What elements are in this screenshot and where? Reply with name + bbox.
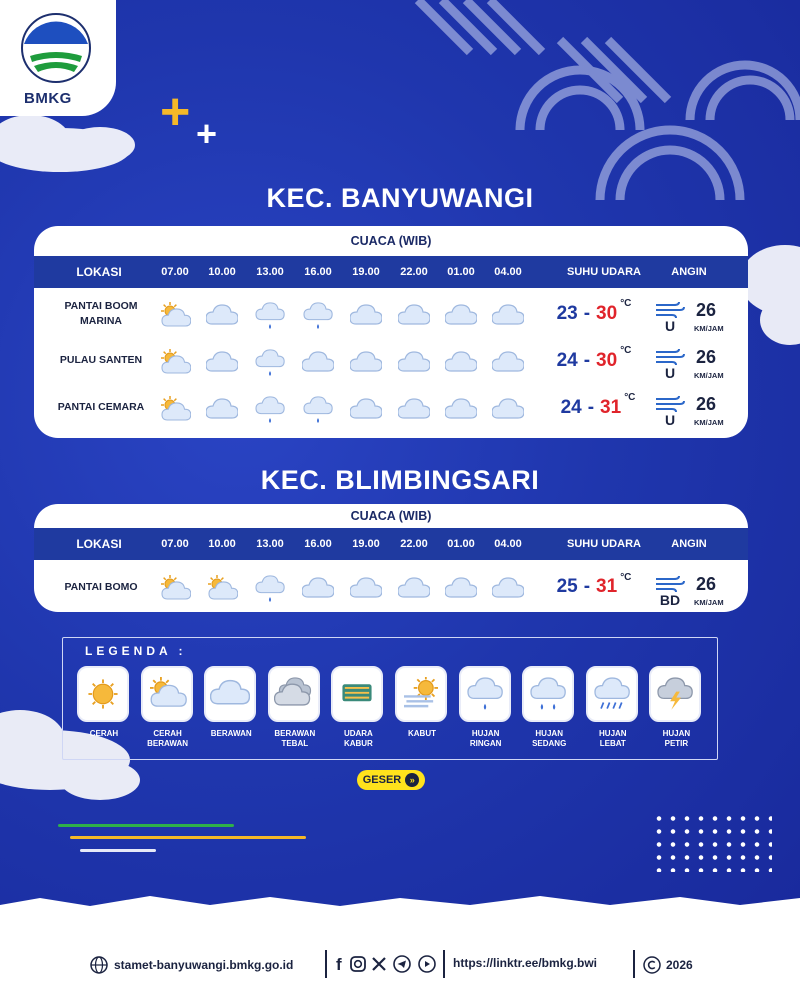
legend-label: KABUT [408,729,436,738]
temp-dash: - [583,576,591,597]
temp-unit: °C [620,345,632,356]
temp-max: 30 [596,349,618,371]
legend-label: HUJAN SEDANG [532,729,567,748]
decor-line [80,849,156,852]
header-time: 19.00 [352,538,380,550]
copyright-year: 2026 [666,958,693,972]
berawan-icon [302,349,334,373]
berawan-icon [350,396,382,420]
header-time: 19.00 [352,266,380,278]
wind-info [654,290,744,337]
berawan-icon [445,349,477,373]
wind-unit: KM/JAM [694,598,724,607]
berawan-icon [350,349,382,373]
berawan-icon [492,575,524,599]
berawan-icon [206,349,238,373]
table-row [34,290,748,337]
berawan-icon [350,302,382,326]
berawan-icon [492,349,524,373]
section-title: KEC. BANYUWANGI [266,183,534,213]
temp-min: 24 [556,349,578,371]
temp-dash: - [587,396,595,418]
header-temp: SUHU UDARA [567,538,641,550]
legend-item [649,666,703,749]
header-time: 16.00 [304,266,332,278]
temp-min: 23 [556,302,578,324]
cerah-icon [77,666,129,722]
table-row [34,564,748,610]
legend-label: HUJAN PETIR [662,729,691,748]
bmkg-emblem-icon [0,0,116,90]
legend-label: UDARA KABUR [343,729,373,748]
wind-icon [654,574,686,592]
wind-unit: KM/JAM [694,324,724,333]
legend [62,637,718,760]
bmkg-logo [0,0,116,116]
hujan-sedang-icon [522,666,574,722]
temp-unit: °C [620,571,632,583]
cerah-berawan-icon [159,575,191,599]
website-link[interactable] [90,956,293,974]
legend-item [331,666,385,749]
header-temp: SUHU UDARA [567,266,641,278]
cerah-berawan-icon [141,666,193,722]
plus-icon: + [160,83,191,141]
header-time: 13.00 [256,538,284,550]
table-header [34,256,748,288]
hujan-ringan-icon [302,302,334,326]
legend-item [268,666,322,749]
wind-icon [654,300,686,318]
section-title: KEC. BLIMBINGSARI [260,465,540,495]
youtube-icon[interactable] [418,955,436,973]
header-time: 16.00 [304,538,332,550]
table-header [34,528,748,560]
table-row [34,384,748,431]
legend-label: CERAH BERAWAN [147,729,189,748]
berawan-tebal-icon [268,666,320,722]
legend-item [522,666,576,749]
header-time: 01.00 [447,538,475,550]
location-name: PANTAI CEMARA [57,401,145,414]
wind-info [654,337,744,384]
berawan-icon [302,575,334,599]
berawan-icon [445,302,477,326]
kabut-icon [395,666,447,722]
legend-item [459,666,513,749]
wind-direction: U [664,318,676,334]
cerah-berawan-icon [206,575,238,599]
footer-separator [443,950,445,978]
hujan-ringan-icon [459,666,511,722]
temp-min: 24 [560,396,582,418]
wind-speed: 26 [696,347,717,367]
wind-direction: U [664,412,676,428]
legend-label: HUJAN RINGAN [469,729,502,748]
x-icon[interactable] [370,955,388,973]
decor-line [70,836,306,839]
berawan-icon [398,349,430,373]
cuaca-label: CUACA (WIB) [350,234,432,248]
berawan-icon [492,302,524,326]
geser-button[interactable] [357,770,425,790]
temp-unit: °C [624,392,636,403]
header-time: 10.00 [208,538,236,550]
legend-item [204,666,258,739]
location-name: PANTAI BOOM MARINA [64,300,138,327]
header-time: 22.00 [400,538,428,550]
bmkg-logo-text: BMKG [24,90,72,107]
globe-icon [90,956,108,974]
facebook-icon[interactable] [331,955,349,973]
location-name: PANTAI BOMO [64,580,138,593]
geser-label: GESER [362,774,402,786]
wind-info [654,564,744,610]
linktree-link[interactable]: https://linktr.ee/bmkg.bwi [453,956,598,970]
berawan-icon [204,666,256,722]
wind-speed: 26 [696,394,717,414]
temp-unit: °C [620,298,632,309]
cerah-berawan-icon [159,302,191,326]
temperature-range [548,384,648,431]
copyright [643,956,693,974]
berawan-icon [398,575,430,599]
forecast-panel-banyuwangi [34,226,748,438]
berawan-icon [492,396,524,420]
temp-dash: - [583,302,591,324]
copyright-icon [643,956,661,974]
cerah-berawan-icon [159,349,191,373]
telegram-icon[interactable] [393,955,411,973]
hujan-petir-icon [649,666,701,722]
berawan-icon [350,575,382,599]
header-time: 07.00 [161,538,189,550]
hujan-lebat-icon [586,666,638,722]
legend-item [77,666,131,739]
wind-unit: KM/JAM [694,418,724,427]
berawan-icon [445,575,477,599]
hujan-ringan-icon [254,349,286,373]
hujan-ringan-icon [302,396,334,420]
berawan-icon [445,396,477,420]
legend-label: HUJAN LEBAT [599,729,627,748]
temp-max: 31 [596,576,618,597]
cuaca-label: CUACA (WIB) [350,509,432,523]
svg-text:f: f [336,955,342,973]
header-wind: ANGIN [671,538,707,550]
wind-icon [654,347,686,365]
temperature-range [544,337,644,384]
header-time: 13.00 [256,266,284,278]
udara-kabur-icon [331,666,383,722]
header-wind: ANGIN [671,266,707,278]
legend-label: BERAWAN TEBAL [274,729,316,748]
chevron-right-icon: » [405,773,419,787]
temperature-range [544,564,644,610]
wind-speed: 26 [696,574,717,594]
temperature-range [544,290,644,337]
location-name: PULAU SANTEN [59,354,143,367]
website-text: stamet-banyuwangi.bmkg.go.id [114,958,294,972]
wind-icon [654,394,686,412]
berawan-icon [206,302,238,326]
temp-max: 30 [596,302,618,324]
hujan-ringan-icon [254,575,286,599]
header-time: 04.00 [494,266,522,278]
header-location: LOKASI [76,537,122,551]
berawan-icon [398,396,430,420]
plus-icon: + [196,113,218,154]
wind-direction: BD [659,592,681,608]
wind-info [654,384,744,431]
cerah-berawan-icon [159,396,191,420]
header-time: 22.00 [400,266,428,278]
hujan-ringan-icon [254,302,286,326]
decor-line [58,824,234,827]
temp-min: 25 [556,576,578,597]
legend-item [395,666,449,739]
instagram-icon[interactable] [349,955,367,973]
legend-item [586,666,640,749]
dot-pattern [652,812,772,872]
hujan-ringan-icon [254,396,286,420]
berawan-icon [206,396,238,420]
header-time: 04.00 [494,538,522,550]
legend-title: LEGENDA : [85,644,187,658]
footer-separator [633,950,635,978]
wind-direction: U [664,365,676,381]
wind-unit: KM/JAM [694,371,724,380]
legend-label: CERAH [89,729,119,738]
header-time: 01.00 [447,266,475,278]
table-row [34,337,748,384]
berawan-icon [398,302,430,326]
footer-separator [325,950,327,978]
legend-item [141,666,195,749]
temp-max: 31 [600,396,622,418]
header-time: 10.00 [208,266,236,278]
forecast-panel-blimbingsari [34,504,748,612]
legend-label: BERAWAN [210,729,252,738]
wind-speed: 26 [696,300,717,320]
header-location: LOKASI [76,265,122,279]
header-time: 07.00 [161,266,189,278]
temp-dash: - [583,349,591,371]
